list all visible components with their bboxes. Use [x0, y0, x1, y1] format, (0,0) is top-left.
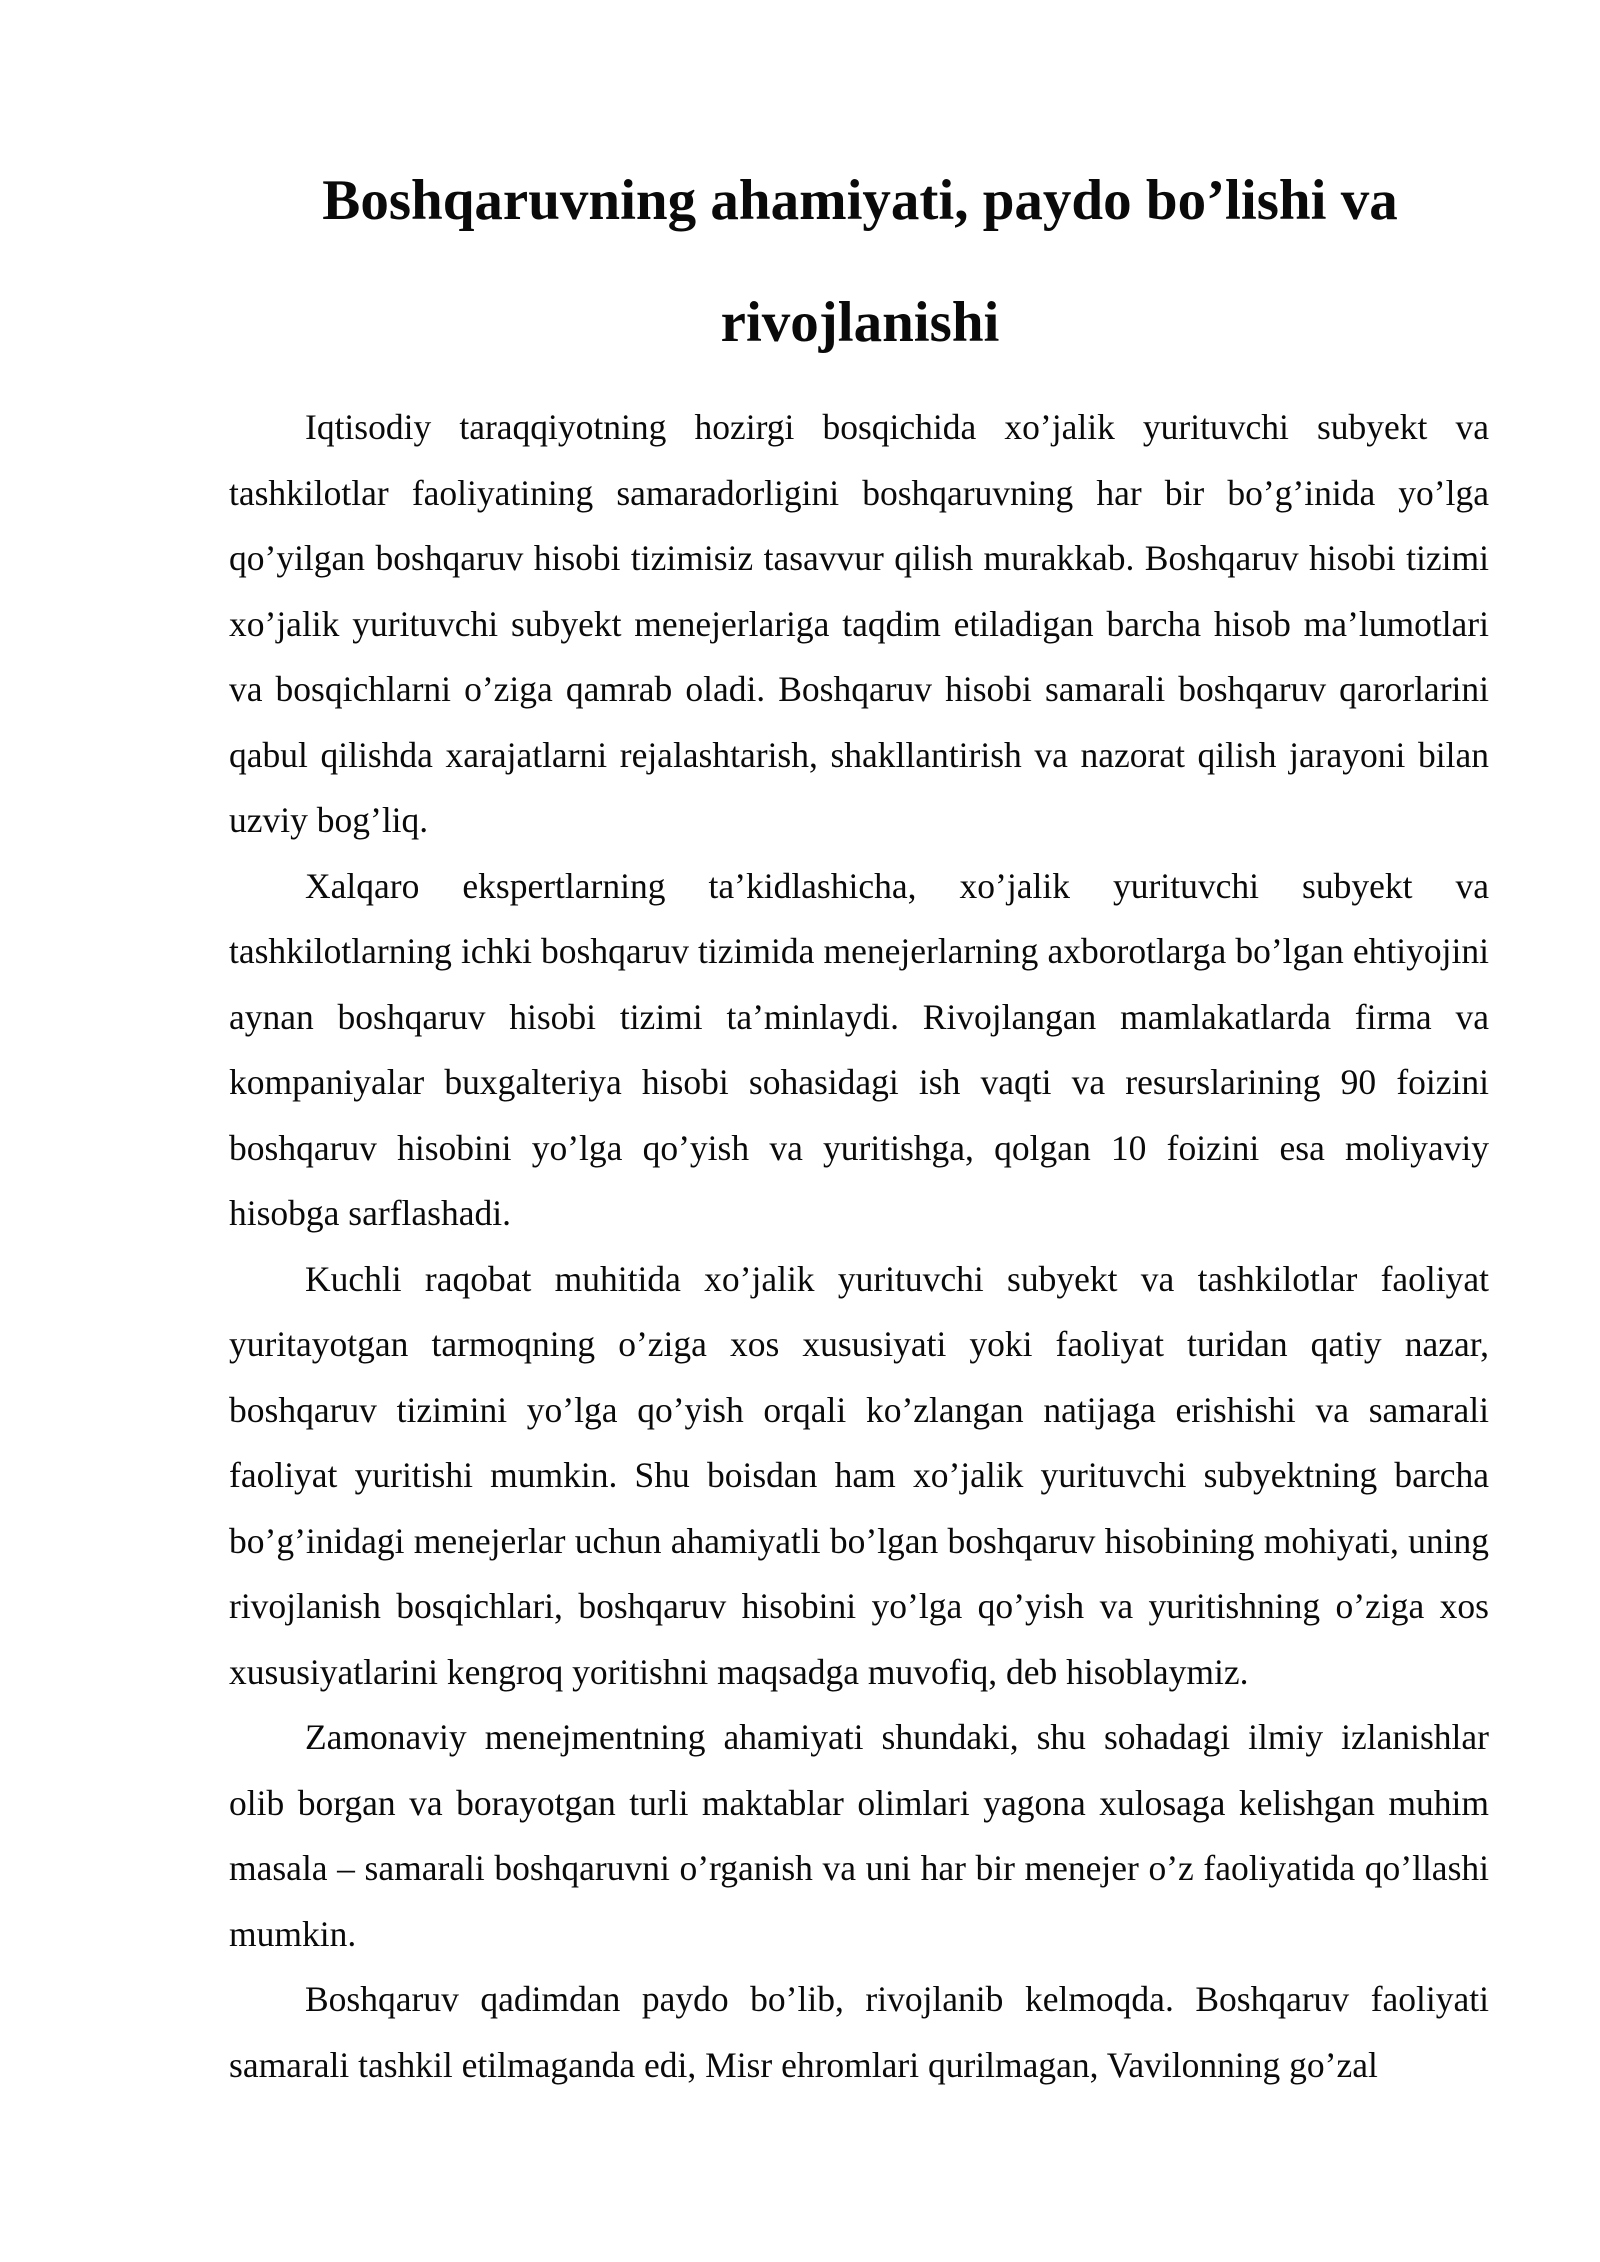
paragraph-3: Kuchli raqobat muhitida xo’jalik yurituvchi subyekt va tashkilotlar faoliyat yuritayotgan tarmoqning o’ziga xos xususiyati yoki faoliyat turidan qatiy nazar, boshqaruv tizimini yo’lga qo’yish orqali ko’zlangan natijaga erishishi va samarali faoliyat yuritishi mumkin. Shu boisdan ham xo’jalik yurituvchi subyektning barcha bo’g’inidagi menejerlar uchun ahamiyatli bo’lgan boshqaruv hisobining mohiyati, uning rivojlanish bosqichlari, boshqaruv hisobini yo’lga qo’yish va yuritishning o’ziga xos xususiyatlarini kengroq yoritishni maqsadga muvofiq, deb hisoblaymiz. — [229, 1258, 1489, 1692]
document-body — [229, 395, 1489, 2098]
paragraph-4: Zamonaviy menejmentning ahamiyati shundaki, shu sohadagi ilmiy izlanishlar olib borgan va borayotgan turli maktablar olimlari yagona xulosaga kelishgan muhim masala – samarali boshqaruvni o’rganish va uni har bir menejer o’z faoliyatida qo’llashi mumkin. — [229, 1717, 1489, 1954]
paragraph-5: Boshqaruv qadimdan paydo bo’lib, rivojlanib kelmoqda. Boshqaruv faoliyati samarali tashkil etilmaganda edi, Misr ehromlari qurilmagan, Vavilonning go’zal — [229, 1979, 1489, 2085]
paragraph-1: Iqtisodiy taraqqiyotning hozirgi bosqichida xo’jalik yurituvchi subyekt va tashkilotlar faoliyatining samaradorligini boshqaruvning har bir bo’g’inida yo’lga qo’yilgan boshqaruv hisobi tizimisiz tasavvur qilish murakkab. Boshqaruv hisobi tizimi xo’jalik yurituvchi subyekt menejerlariga taqdim etiladigan barcha hisob ma’lumotlari va bosqichlarni o’ziga qamrab oladi. Boshqaruv hisobi samarali boshqaruv qarorlarini qabul qilishda xarajatlarni rejalashtarish, shakllantirish va nazorat qilish jarayoni bilan uzviy bog’liq. — [229, 407, 1489, 840]
document-title — [230, 140, 1490, 384]
title-line-1: Boshqaruvning ahamiyati, paydo bo’lishi va — [322, 169, 1398, 232]
paragraph-2: Xalqaro ekspertlarning ta’kidlashicha, xo’jalik yurituvchi subyekt va tashkilotlarning ichki boshqaruv tizimida menejerlarning axborotlarga bo’lgan ehtiyojini aynan boshqaruv hisobi tizimi ta’minlaydi. Rivojlangan mamlakatlarda firma va kompaniyalar buxgalteriya hisobi sohasidagi ish vaqti va resurslarining 90 foizini boshqaruv hisobini yo’lga qo’yish va yuritishga, qolgan 10 foizini esa moliyaviy hisobga sarflashadi. — [229, 865, 1489, 1233]
title-line-2: rivojlanishi — [720, 291, 1000, 354]
